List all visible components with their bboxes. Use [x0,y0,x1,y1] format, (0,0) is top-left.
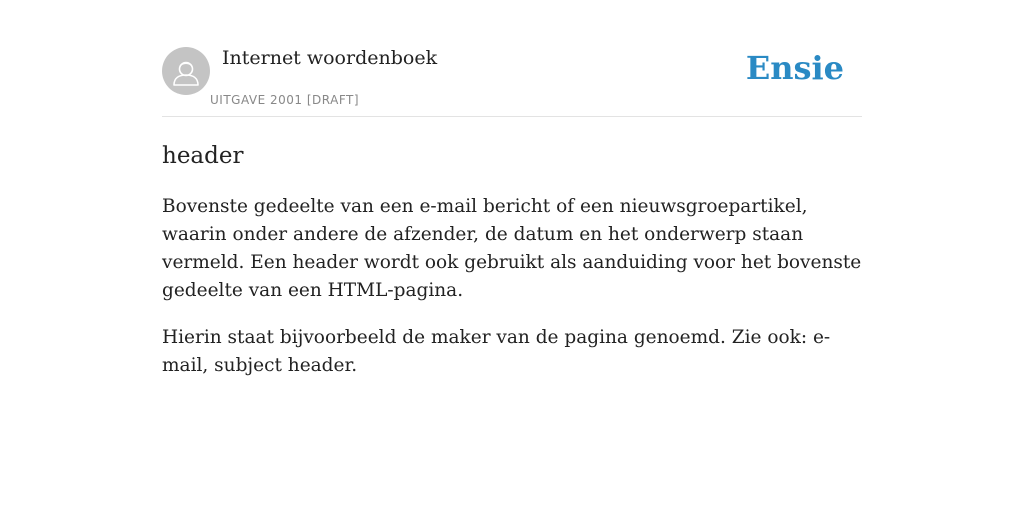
edition-label: UITGAVE 2001 [DRAFT] [210,93,360,107]
entry-definition [162,193,862,380]
definition-paragraph: Bovenste gedeelte van een e-mail bericht of een nieuwsgroepartikel, waarin onder andere de afzender, de datum en het onderwerp staan vermeld. Een header wordt ook gebruikt als aanduiding voor het bovenste gedeelte van een HTML-pagina. [162,196,862,301]
page-content [162,0,862,380]
ensie-logo[interactable]: Ensie [745,49,844,87]
book-title[interactable]: Internet woordenboek [222,47,438,69]
user-icon[interactable] [162,47,210,95]
book-header [162,0,862,117]
definition-paragraph: Hierin staat bijvoorbeeld de maker van de pagina genoemd. Zie ook: e-mail, subject header. [162,327,831,376]
entry-term: header [162,143,244,169]
